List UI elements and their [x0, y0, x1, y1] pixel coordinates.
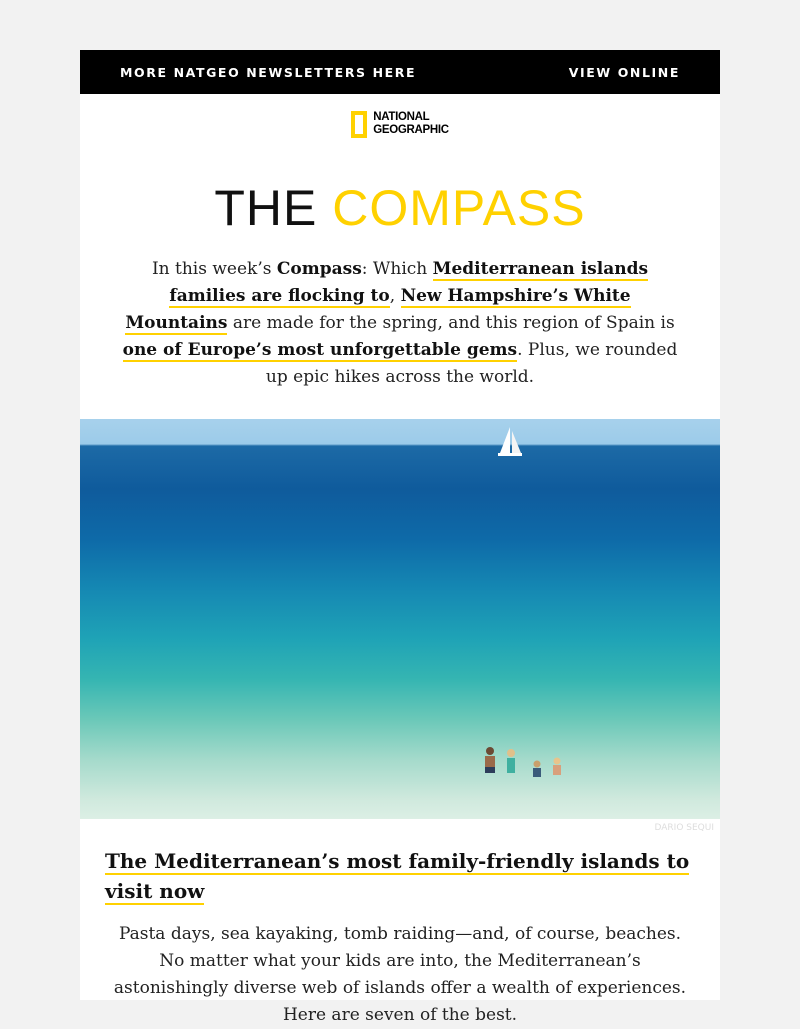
logo-text: [373, 111, 449, 137]
title-the: THE: [214, 180, 318, 236]
natgeo-logo[interactable]: [80, 108, 720, 140]
intro-text-4: are made for the spring, and this region of Spain is: [227, 313, 675, 333]
article-body: Pasta days, sea kayaking, tomb raiding—and, of course, beaches. No matter what your kids are into, the Mediterranean’s astonishingly diverse web of islands offer a wealth of experiences. Here are seven of the best.: [113, 924, 687, 1025]
intro-text-5: . Plus, we rounded up epic hikes across the world.: [265, 340, 678, 387]
mediterranean-islands-link[interactable]: Mediterranean islands families are flocking to: [169, 259, 649, 306]
article-headline-link[interactable]: The Mediterranean’s most family-friendly islands to visit now: [105, 849, 690, 903]
swimming-family: [485, 747, 561, 777]
white-mountains-link[interactable]: New Hampshire’s White Mountains: [125, 286, 631, 333]
title-compass: COMPASS: [332, 180, 586, 236]
intro-paragraph: [120, 256, 680, 391]
logo-line-1: NATIONAL: [373, 111, 430, 123]
photo-credit: DARIO SEQUI: [654, 823, 714, 833]
hero-scene: [80, 419, 720, 819]
newsletter-title: [80, 178, 720, 238]
logo-line-2: GEOGRAPHIC: [373, 124, 449, 136]
view-online-link[interactable]: VIEW ONLINE: [568, 64, 680, 80]
newsletter-email: [80, 50, 720, 1025]
intro-compass: Compass: [276, 259, 362, 279]
yellow-border-icon: [351, 111, 367, 138]
top-bar: [80, 50, 720, 94]
article-headline: [105, 846, 705, 906]
more-newsletters-link[interactable]: MORE NATGEO NEWSLETTERS HERE: [120, 64, 417, 80]
intro-text-3: ,: [389, 286, 401, 306]
spain-gems-link[interactable]: one of Europe’s most unforgettable gems: [122, 340, 518, 360]
sailboat-icon: [498, 427, 522, 456]
intro-text-1: In this week’s: [151, 259, 277, 279]
intro-text-2: : Which: [361, 259, 433, 279]
hero-image[interactable]: [80, 419, 720, 819]
